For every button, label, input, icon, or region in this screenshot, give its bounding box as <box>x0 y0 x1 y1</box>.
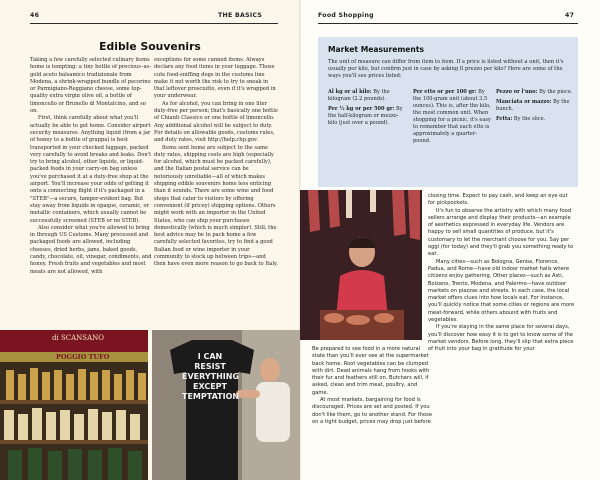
measure-desc: By the slice. <box>512 116 546 122</box>
paragraph: Items sent home are subject to the same duty rates, shipping costs are high (especially for alcohol, which must be packed carefully), and the Italian postal service can be notoriously unreliable—all of which makes shipping edible souvenirs home less enticing than it sounds. There are some wine and food shops that cater to visitors by offering convenient (if pricey) shipping options. Others might work with an importer in the United States, who can ship your purchases domestically (which is much simpler). Still, the best advice may be to pack home a few carefully selected favorites, try to find a good Italian food or wine importer in your community to stock up between trips—and then have even more reason to go back to Italy. <box>154 144 278 268</box>
right-header-rule <box>318 23 578 24</box>
measure-entry <box>328 89 406 103</box>
left-text-column-1 <box>30 57 154 276</box>
measure-desc: By the bunch. <box>496 99 570 112</box>
tshirt-photo <box>152 330 300 480</box>
measure-entry <box>496 89 574 96</box>
right-page-number: 47 <box>565 12 575 19</box>
paragraph: Be prepared to see food in a more natural state than you'll ever see at the supermarket back home. Root vegetables can be clumped with dirt. Dead animals hang from hooks with their fur and feathers still on. Butchers will, if asked, clean and trim meat, poultry, and game. <box>312 346 430 396</box>
paragraph: If you're staying in the same place for several days, you'll discover how easy it is to get to know some of the market vendors. Before long, they'll slip that extra piece of fruit into your bag in gratitude for your <box>428 324 574 353</box>
market-measurements-box <box>318 37 578 187</box>
wine-shop-photo <box>0 330 148 480</box>
shop-sign: di SCANSANO <box>52 334 104 342</box>
paragraph: Also consider what you're allowed to bring in through US Customs. Many processed and packaged foods are allowed, including cheeses, dried herbs, jams, baked goods, candy, chocolate, oil, vinegar, condiments, and honey. Fresh fruits and vegetables and most meats are not allowed, with <box>30 224 152 275</box>
measure-term: Pezzo or l'uno: <box>496 89 538 95</box>
paragraph: exceptions for some canned items. Always declare any food items in your luggage. Those cute food-sniffing dogs in the customs line make it not worth the risk to try to sneak in that leftover prosciutto, even if it's wrapped in your underwear. <box>154 57 276 100</box>
butcher-photo <box>300 190 422 340</box>
paragraph: At most markets, bargaining for food is discouraged. Prices are set and posted. If you don't like them, go to another stand. For those on a tight budget, prices may drop just before <box>312 397 433 425</box>
article-title: Edible Souvenirs <box>99 40 201 53</box>
measure-desc: By the 100-gram unit (about 3.5 ounces). This is, after the kilo, the most common unit. When shopping for a picnic, it's easy to remember that each etto is approximately a quarter-pound. <box>413 89 491 144</box>
measure-column-2 <box>413 89 491 148</box>
right-text-column-lower <box>312 346 434 426</box>
measure-term: Per ½ kg or per 500 gr: <box>328 106 395 112</box>
paragraph: As for alcohol, you can bring in one liter duty-free per person; that's basically one bottle of Chianti Classico or one bottle of limoncello. Any additional alcohol will be subject to duty. For details on allowable goods, customs rules, and duty rates, visit http://help.cbp.gov. <box>154 100 278 144</box>
paragraph: Taking a few carefully selected culinary items home is tempting: a tiny bottle of precious–as-gold aceto balsamico tradizionale from Modena, a shrink-wrapped bundle of pecorino or Parmigiano-Reggiano cheese, some top-quality extra virgin olive oil, a bottle of limoncello or Brunello di Montalcino, and so on. <box>30 57 151 115</box>
measure-entry <box>496 116 574 123</box>
paragraph: First, think carefully about what you'll actually be able to get home. Consider airport security measures. Anything liquid (from a jar of honey to a bottle of grappa) is best transported in your checked luggage, packed very carefully to avoid breaks and leaks. Don't try to bring alcohol, other liquids, or liquid-packed foods in your carry-on bag unless you've purchased it at a duty-free shop at the airport. You'll increase your odds of getting it onto a connecting flight if it's packaged in a "STEB"—a secure, tamper-evident bag. But stay away from liquids in opaque, ceramic, or metallic containers, which usually cannot be successfully screened (STEB or no STEB). <box>30 115 152 224</box>
measure-column-1 <box>328 89 406 130</box>
measure-desc: By the half-kilogram or mezzo-kilo (just over a pound). <box>328 106 403 126</box>
measure-entry <box>328 106 406 127</box>
box-title: Market Measurements <box>328 45 424 54</box>
measure-desc: By the piece. <box>537 89 573 95</box>
measure-entry <box>413 89 491 145</box>
measure-desc: By the kilogram (2.2 pounds). <box>328 89 390 102</box>
measure-term: Al kg or al kilo: <box>328 89 372 95</box>
right-section-label: Food Shopping <box>318 12 374 19</box>
box-intro: The unit of measure can differ from item to item. If a price is listed without a unit, then it's usually per kilo, but confirm just in case by asking Il prezzo per kilo? Here are some of the ways you'll see prices listed: <box>328 59 564 79</box>
left-section-label: THE BASICS <box>218 12 263 19</box>
left-page-number: 46 <box>30 12 40 19</box>
measure-term: Manciata or mazzo: <box>496 99 552 105</box>
right-text-column <box>428 193 576 354</box>
paragraph: closing time. Expect to pay cash, and keep an eye out for pickpockets. <box>428 193 568 207</box>
measure-entry <box>496 99 574 113</box>
measure-column-3 <box>496 89 574 126</box>
paragraph: It's fun to observe the artistry with which many food sellers arrange and display their products—an example of aesthetics expressed in everyday life. Vendors are happy to sell small quantities of produce, but it's customary to let the merchant choose for you. Say per oggi (for today) and they'll grab you something ready to eat. <box>428 207 574 258</box>
left-header-rule <box>30 23 278 24</box>
paragraph: Many cities—such as Bologna, Genoa, Florence, Padua, and Rome—have old indoor market halls where citizens enjoy gathering. Other places—such as Asti, Bolzano, Trento, Modena, and Palermo—have outdoor markets on piazzas and streets. In each case, the local market offers clues into how locals eat. For instance, you'll quickly notice that some cities or regions are more meat-forward, while others abound with fruits and vegetables. <box>428 258 575 324</box>
left-text-column-2 <box>154 57 278 269</box>
measure-term: Per etto or per 100 gr: <box>413 89 477 95</box>
shop-sign-secondary: POGGIO TUFO <box>56 353 110 361</box>
measure-term: Fetta: <box>496 116 513 122</box>
tshirt-slogan: I CAN RESIST EVERYTHING EXCEPT TEMPTATION <box>182 352 240 401</box>
